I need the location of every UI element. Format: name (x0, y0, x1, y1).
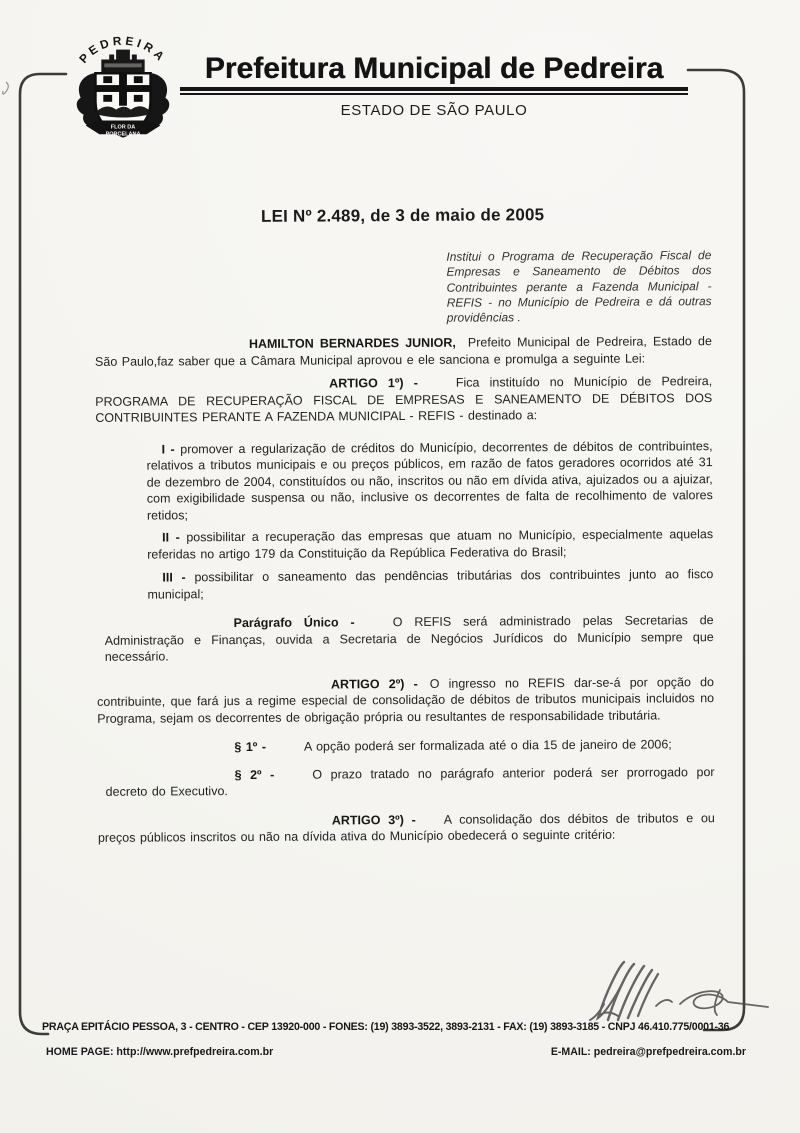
signature-icon (568, 952, 783, 1030)
preamble-name: HAMILTON BERNARDES JUNIOR, (248, 336, 456, 352)
letterhead (0, 0, 800, 160)
item-II (147, 527, 713, 563)
paragraph-1-label: § 1º - (234, 740, 267, 755)
preamble-text: Prefeito Municipal de Pedreira, Estado de São Paulo,faz saber que a Câmara Municipal aprovou e ele sanciona e promulga a seguinte Lei: (94, 334, 712, 369)
article-3-paragraph (98, 810, 715, 847)
article-2-text: O ingresso no REFIS dar-se-á por opção do contribuinte, que fará jus a regime especial de consolidação de débitos de tributos municipais incluidos no Programa, sejam os decorrentes de obrigação própria ou resultantes de responsabilidade tributária. (97, 675, 715, 726)
article-1-label: ARTIGO 1º) - (329, 376, 418, 391)
article-2-label: ARTIGO 2º) - (330, 676, 418, 692)
item-III (147, 567, 713, 603)
footer-address: PRAÇA EPITÁCIO PESSOA, 3 - CENTRO - CEP 13920-000 - FONES: (19) 3893-3522, 3893-2131 - FAX: (19) 3893-3185 - CNPJ 46.410.775/0001-36 (42, 1021, 730, 1033)
law-summary: Institui o Programa de Recuperação Fiscal de Empresas e Saneamento de Débitos dos Contribuintes perante a Fazenda Municipal - REFIS - no Município de Pedreira e dá outras providências . (446, 248, 712, 325)
article-3-label: ARTIGO 3º) - (331, 812, 416, 828)
shield-landscape (97, 106, 148, 117)
sole-paragraph-label: Parágrafo Único - (233, 615, 355, 631)
municipality-title: Prefeitura Municipal de Pedreira (204, 52, 664, 85)
crest-top-text: PEDREIRA (76, 33, 170, 66)
footer-homepage: HOME PAGE: http://www.prefpedreira.com.br (46, 1046, 274, 1058)
document-body (94, 194, 715, 847)
item-I (147, 438, 713, 524)
preamble-paragraph (95, 334, 712, 371)
footer-email: E-MAIL: pedreira@prefpedreira.com.br (550, 1046, 746, 1058)
paragraph-1-text: A opção poderá ser formalizada até o dia 15 de janeiro de 2006; (303, 737, 672, 755)
item-I-label: I - (161, 442, 175, 457)
paragraph-2-label: § 2º - (234, 767, 275, 783)
state-subtitle: ESTADO DE SÃO PAULO (340, 102, 528, 119)
article-1-paragraph (95, 374, 712, 427)
paragraph-2 (106, 764, 715, 801)
law-title: LEI Nº 2.489, de 3 de maio de 2005 (260, 205, 545, 226)
paragraph-1 (105, 737, 714, 757)
sole-paragraph-text: O REFIS será administrado pelas Secretarias de Administração e Finanças, ouvida a Secretaria de Negócios Jurídicos do Município sempre que necessário. (104, 613, 714, 665)
item-III-text: possibilitar o saneamento das pendências tributárias dos contribuintes junto ao fisco municipal; (147, 567, 714, 602)
coat-of-arms-icon (58, 33, 188, 145)
motto-line2: PORCELANA (105, 131, 141, 138)
item-II-text: possibilitar a recuperação das empresas que atuam no Município, especialmente aquelas referidas no artigo 179 da Constituição da República Federativa do Brasil; (147, 527, 714, 562)
item-I-text: promover a regularização de créditos do Município, decorrentes de débitos de contribuintes, relativos a tributos municipais e ou preços públicos, em razão de fatos geradores ocorridos até 31 de dezembro de 2004, constituídos ou não, inscritos ou não em dívida ativa, ajuizados ou a ajuizar, com exigibilidade suspensa ou não, inclusive os decorrentes de falta de recolhimento de valores retidos; (146, 439, 713, 523)
footer-links (46, 1046, 756, 1058)
item-II-label: II - (162, 530, 180, 545)
item-III-label: III - (162, 570, 186, 585)
title-underline (180, 87, 688, 91)
motto-ribbon (86, 121, 161, 138)
mural-crown (101, 50, 144, 73)
sole-paragraph (105, 613, 714, 666)
article-1-text: Fica instituído no Município de Pedreira, PROGRAMA DE RECUPERAÇÃO FISCAL DE EMPRESAS E SANEAMENTO DE DÉBITOS DOS CONTRIBUINTES PERANTE A FAZENDA MUNICIPAL - REFIS - destinado a: (95, 374, 713, 426)
title-underline-thin (180, 93, 688, 95)
paragraph-2-text: O prazo tratado no parágrafo anterior poderá ser prorrogado por decreto do Executivo. (105, 765, 715, 800)
article-3-text: A consolidação dos débitos de tributos e ou preços públicos inscritos ou não na dívida ativa do Município obedecerá o seguinte critério: (97, 811, 715, 846)
article-2-paragraph (97, 674, 714, 727)
motto-line1: FLOR DA (110, 124, 136, 131)
